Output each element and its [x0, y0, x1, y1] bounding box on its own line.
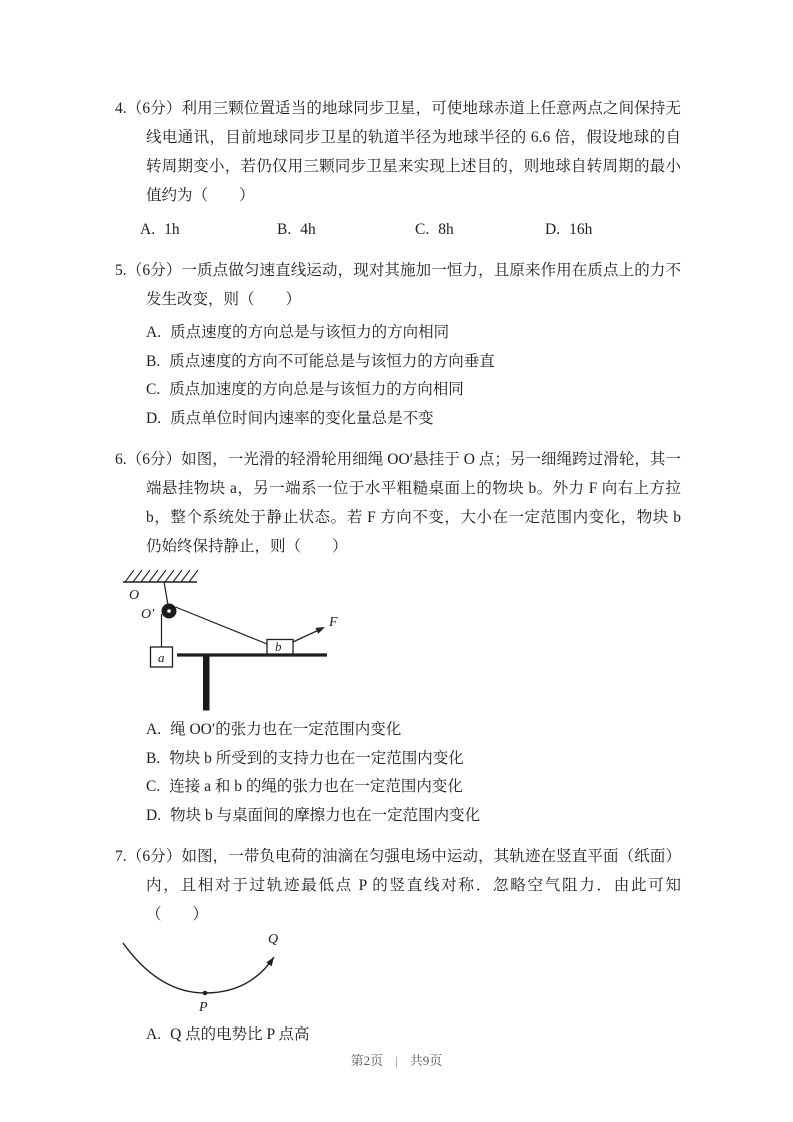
label-point-q: Q	[268, 932, 279, 947]
option-5b-text: 质点速度的方向不可能总是与该恒力的方向垂直	[169, 352, 495, 370]
option-4d-text: 16h	[569, 221, 593, 238]
option-5d	[146, 405, 681, 434]
table-leg	[203, 657, 210, 711]
option-6a-text: 绳 OO′的张力也在一定范围内变化	[170, 721, 402, 738]
label-force-f: F	[329, 615, 338, 630]
option-7a	[146, 1021, 681, 1050]
question-5-stem	[115, 256, 681, 314]
option-6c	[146, 773, 681, 802]
option-6b-text: 物块 b 所受到的支持力也在一定范围内变化	[169, 749, 464, 767]
option-5c-label: C.	[146, 381, 161, 398]
question-6-text: 如图，一光滑的轻滑轮用细绳 OO′悬挂于 O 点；另一细绳跨过滑轮，其一端悬挂物块 a，另一端系一位于水平粗糙桌面上的物块 b。外力 F 向右上方拉 b，整个系统处于静止状态。若 F 方向不变，大小在一定范围内变化，物块 b 仍始终保持静止，则（ ）	[146, 451, 681, 555]
option-5d-text: 质点单位时间内速率的变化量总是不变	[170, 409, 434, 427]
question-5-text: 一质点做匀速直线运动，现对其施加一恒力，且原来作用在质点上的力不发生改变，则（ ）	[146, 262, 681, 308]
footer-separator: |	[395, 1053, 398, 1068]
question-4-score: （6分）	[126, 100, 182, 117]
option-6b	[146, 745, 681, 774]
option-7a-text: Q 点的电势比 P 点高	[170, 1026, 310, 1043]
trajectory-curve	[123, 943, 274, 993]
rope-to-block-b	[176, 607, 268, 644]
question-5	[115, 256, 681, 433]
question-6-number: 6.	[115, 451, 127, 468]
question-5-options	[146, 319, 681, 433]
question-6-stem	[115, 445, 681, 561]
option-5b	[146, 348, 681, 377]
exam-content	[115, 94, 681, 1050]
option-4d	[545, 215, 681, 244]
question-6-score: （6分）	[126, 451, 182, 468]
trajectory-svg	[117, 931, 327, 1016]
option-4c	[415, 215, 545, 244]
option-4c-label: C.	[415, 221, 430, 238]
option-5d-label: D.	[146, 409, 162, 427]
question-5-number: 5.	[115, 262, 127, 279]
option-5a	[146, 319, 681, 348]
option-6a	[146, 716, 681, 745]
option-5a-label: A.	[146, 324, 162, 341]
question-4	[115, 94, 681, 244]
option-4c-text: 8h	[438, 221, 454, 238]
question-7-number: 7.	[115, 848, 127, 865]
pulley-system-svg	[117, 563, 347, 711]
question-7-stem	[115, 842, 681, 929]
option-5c	[146, 376, 681, 405]
label-o: O	[129, 588, 140, 603]
label-block-b: b	[275, 639, 282, 654]
page-footer	[0, 1050, 793, 1069]
option-4b	[277, 215, 415, 244]
option-6a-label: A.	[146, 721, 162, 738]
option-4a-label: A.	[140, 221, 156, 238]
question-4-text: 利用三颗位置适当的地球同步卫星，可使地球赤道上任意两点之间保持无线电通讯，目前地球同步卫星的轨道半径为地球半径的 6.6 倍，假设地球的自转周期变小，若仍仅用三颗同步卫星来实现上述目的，则地球自转周期的最小值约为（ ）	[146, 100, 681, 204]
option-5a-text: 质点速度的方向总是与该恒力的方向相同	[170, 324, 450, 341]
option-6d-label: D.	[146, 806, 162, 824]
question-4-number: 4.	[115, 100, 127, 117]
point-p-dot	[203, 991, 208, 996]
option-4a	[140, 215, 277, 244]
option-4a-text: 1h	[164, 221, 180, 238]
label-block-a: a	[158, 650, 165, 665]
option-7a-label: A.	[146, 1026, 162, 1043]
label-point-p: P	[199, 1000, 208, 1015]
option-4d-label: D.	[545, 221, 561, 238]
question-6-options	[146, 716, 681, 830]
question-4-stem	[115, 94, 681, 210]
question-7-text: 如图，一带负电荷的油滴在匀强电场中运动，其轨迹在竖直平面（纸面）内，且相对于过轨迹最低点 P 的竖直线对称．忽略空气阻力．由此可知（ ）	[146, 848, 681, 923]
question-4-options	[140, 215, 681, 244]
question-7	[115, 842, 681, 1050]
ceiling-hatching	[125, 570, 198, 582]
option-6c-label: C.	[146, 778, 161, 795]
force-arrow-head	[315, 624, 326, 634]
footer-total-pages: 共9页	[409, 1053, 443, 1068]
question-7-options	[146, 1021, 681, 1050]
footer-page-number: 第2页	[350, 1053, 384, 1068]
option-4b-label: B.	[277, 221, 292, 238]
pulley-system-figure	[117, 563, 681, 711]
question-7-score: （6分）	[126, 848, 182, 865]
option-4b-text: 4h	[300, 221, 316, 238]
option-6c-text: 连接 a 和 b 的绳的张力也在一定范围内变化	[169, 778, 463, 795]
option-5b-label: B.	[146, 352, 161, 370]
option-6d-text: 物块 b 与桌面间的摩擦力也在一定范围内变化	[170, 806, 481, 824]
question-5-score: （6分）	[126, 262, 182, 279]
trajectory-figure	[117, 931, 681, 1016]
option-6b-label: B.	[146, 749, 161, 767]
question-6	[115, 445, 681, 830]
option-5c-text: 质点加速度的方向总是与该恒力的方向相同	[169, 381, 464, 398]
pulley-axle	[167, 609, 171, 613]
label-o-prime: O′	[141, 607, 155, 622]
option-6d	[146, 802, 681, 831]
rope-oo-prime	[164, 582, 168, 605]
